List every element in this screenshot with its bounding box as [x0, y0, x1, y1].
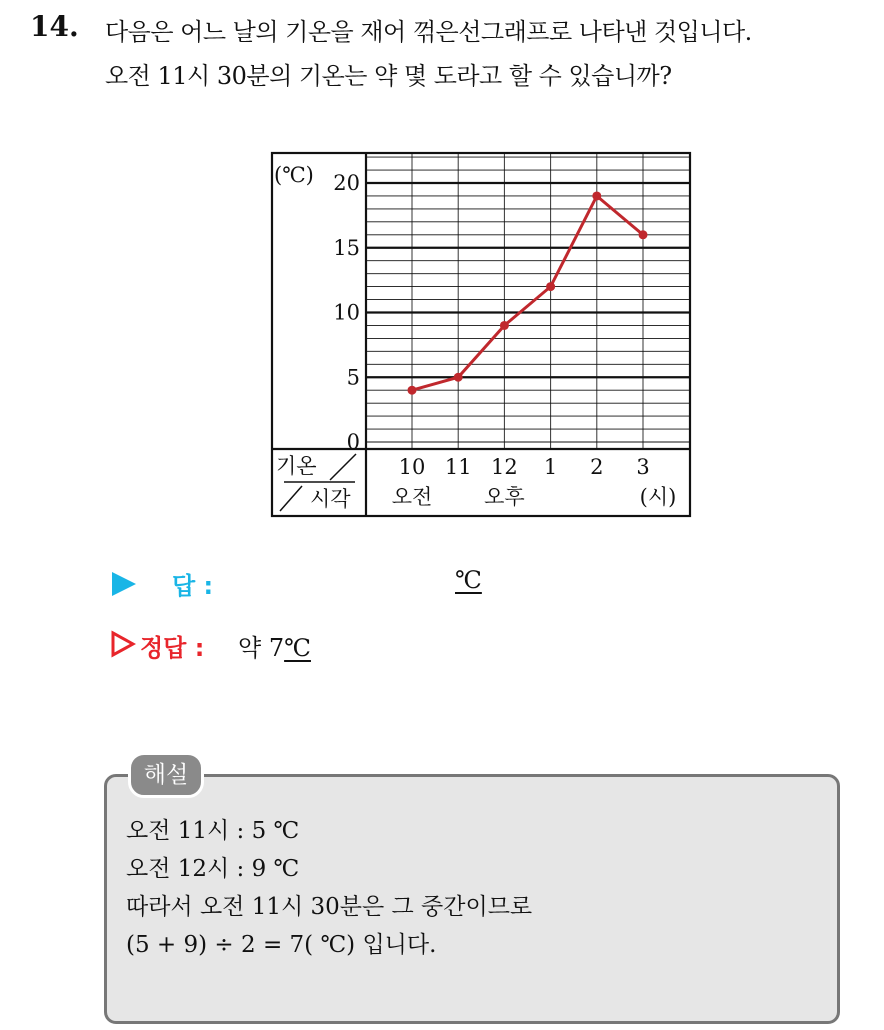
explanation-line-3: 따라서 오전 11시 30분은 그 중간이므로 [126, 894, 533, 920]
x-tick-label: 2 [590, 455, 604, 479]
x-tick-label: 12 [491, 455, 518, 479]
correct-answer-unit: ℃ [284, 634, 311, 662]
data-point [546, 282, 555, 291]
x-tick-label: 1 [543, 455, 558, 479]
correct-answer-value: 약 7 [238, 634, 285, 662]
explanation-line-2: 오전 12시 : 9 ℃ [126, 856, 300, 882]
corner-divider [280, 486, 302, 511]
data-point [639, 230, 648, 239]
answer-arrow-icon [112, 572, 136, 596]
question-number: 14. [30, 10, 79, 43]
correct-answer-arrow-icon [110, 630, 136, 658]
y-tick-label: 0 [346, 430, 360, 454]
answer-label: 답 : [172, 572, 214, 600]
answer-unit: ℃ [455, 566, 482, 594]
x-tick-label: 10 [398, 455, 426, 479]
x-group-label-pm: 오후 [484, 485, 525, 509]
y-tick-label: 10 [333, 300, 360, 325]
question-text-line2: 오전 11시 30분의 기온는 약 몇 도라고 할 수 있습니까? [105, 62, 672, 90]
explanation-tab: 해설 [128, 752, 204, 798]
x-tick-label: 11 [444, 455, 472, 479]
x-tick-label: 3 [636, 455, 650, 479]
correct-answer-label: 정답 : [140, 634, 205, 662]
data-point [592, 191, 601, 200]
data-point [408, 386, 417, 395]
x-group-label-am: 오전 [391, 485, 433, 509]
chart-frame [272, 153, 690, 516]
corner-divider [330, 454, 356, 480]
corner-top-label: 기온 [276, 454, 317, 478]
question-text-line1: 다음은 어느 날의 기온을 재어 꺾은선그래프로 나타낸 것입니다. [105, 18, 752, 46]
data-point [500, 321, 509, 330]
y-tick-label: 15 [333, 235, 360, 260]
y-tick-label: 5 [346, 365, 360, 390]
explanation-line-4: (5 + 9) ÷ 2 = 7( ℃) 입니다. [126, 932, 437, 958]
data-point [454, 373, 463, 382]
corner-bottom-label: 시각 [310, 487, 351, 511]
y-unit-label: (℃) [274, 163, 314, 187]
y-tick-label: 20 [333, 171, 360, 195]
explanation-line-1: 오전 11시 : 5 ℃ [126, 818, 300, 844]
series-line [412, 196, 643, 390]
x-unit-label: (시) [639, 485, 677, 509]
